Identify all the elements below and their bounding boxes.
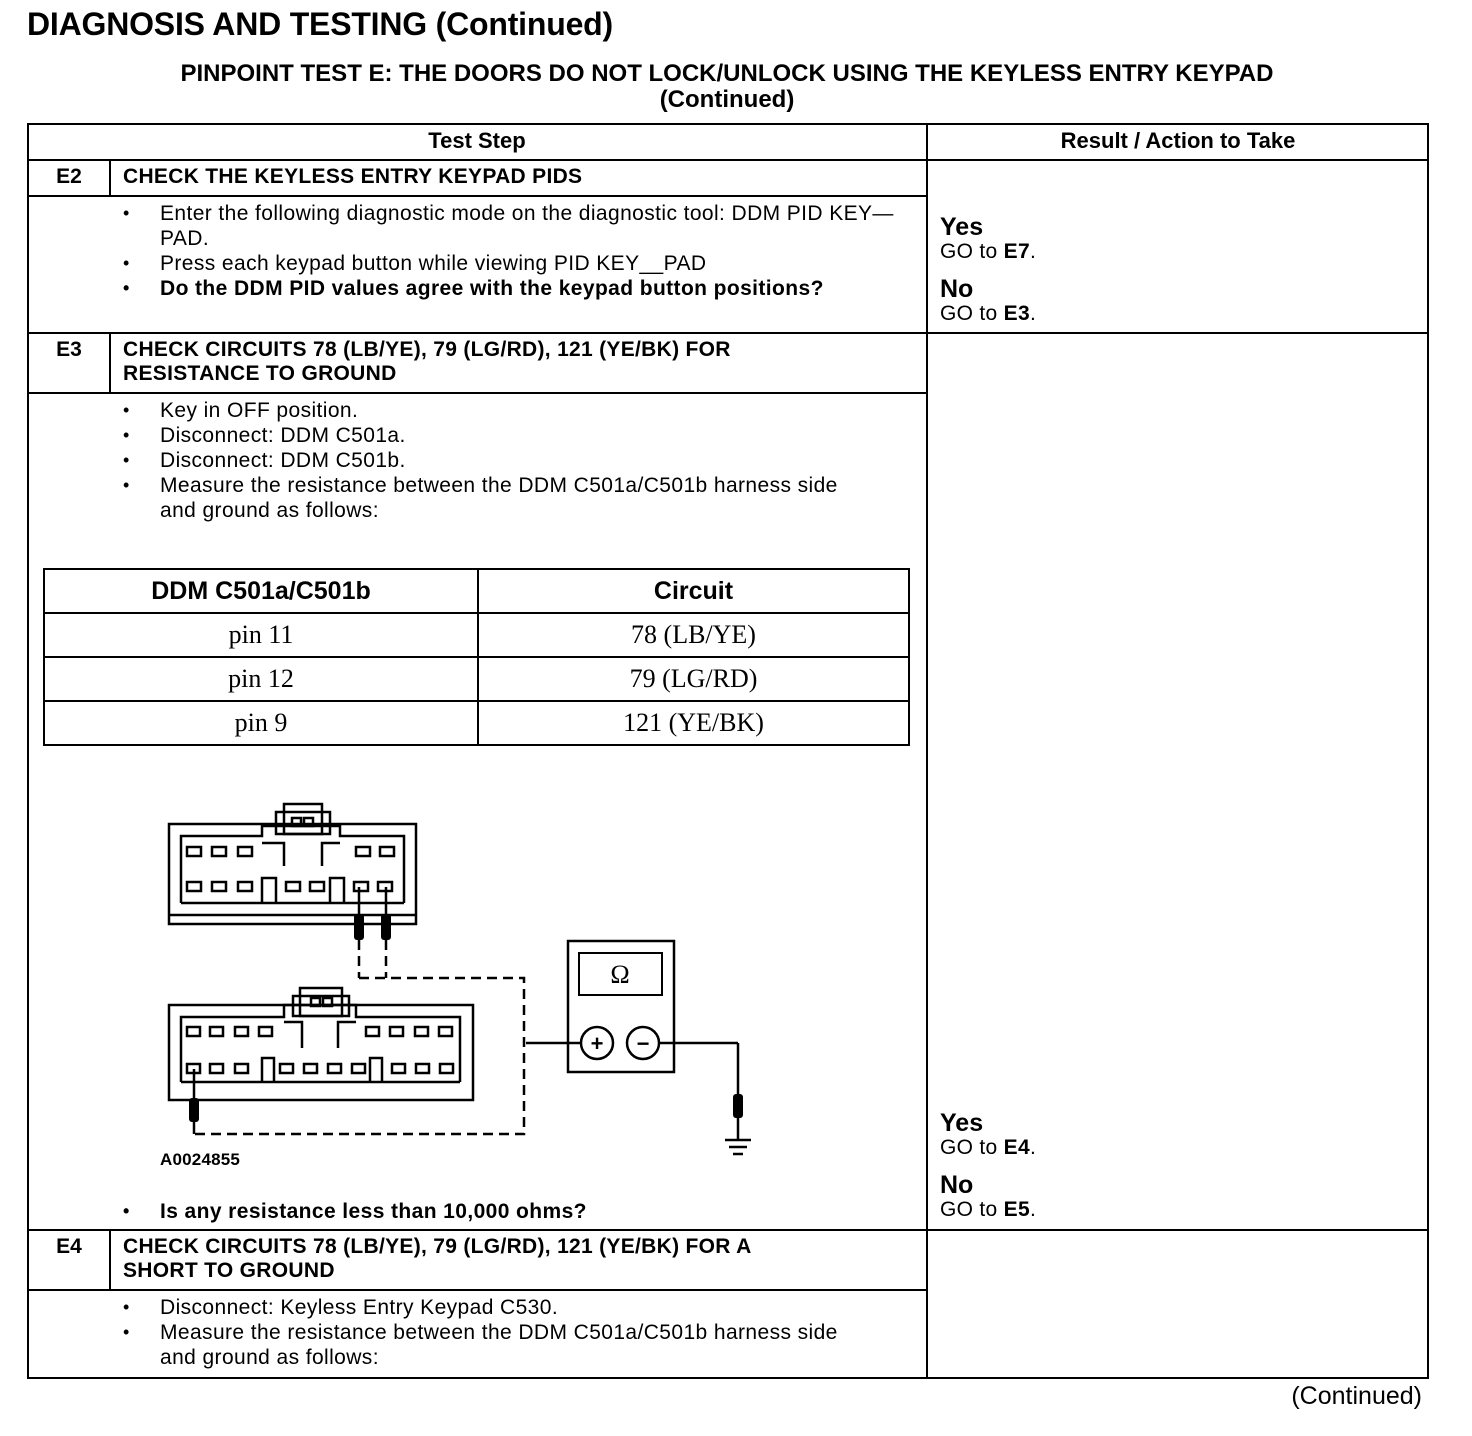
list-item: • Press each keypad button while viewing PID KEY__PAD bbox=[123, 251, 903, 276]
list-item: • Measure the resistance between the DDM C501a/C501b harness side and ground as follows: bbox=[123, 473, 843, 523]
table-cell-circuit: 121 (YE/BK) bbox=[478, 701, 909, 745]
column-header-test-step: Test Step bbox=[428, 128, 526, 153]
step-link-e7[interactable]: E7 bbox=[1003, 240, 1030, 263]
list-item: • Do the DDM PID values agree with the keypad button positions? bbox=[123, 276, 903, 301]
step-link-e4[interactable]: E4 bbox=[1003, 1136, 1030, 1159]
result-yes-action: GO to E7. bbox=[940, 240, 1037, 263]
step-link-e3[interactable]: E3 bbox=[1003, 302, 1030, 325]
connector-c501a-illustration bbox=[169, 804, 416, 924]
table-cell-circuit: 79 (LG/RD) bbox=[478, 657, 909, 701]
page-title: DIAGNOSIS AND TESTING (Continued) bbox=[27, 6, 613, 42]
result-no-action: GO to E3. bbox=[940, 302, 1037, 325]
list-item: • Enter the following diagnostic mode on the diagnostic tool: DDM PID KEY—PAD. bbox=[123, 201, 903, 251]
step-id-e3: E3 bbox=[56, 338, 82, 361]
pinpoint-test-title: PINPOINT TEST E: THE DOORS DO NOT LOCK/UNLOCK USING THE KEYLESS ENTRY KEYPAD bbox=[180, 60, 1274, 87]
connector-c501b-illustration bbox=[169, 988, 473, 1100]
table-cell-circuit: 78 (LB/YE) bbox=[478, 613, 909, 657]
meter-minus-terminal: − bbox=[636, 1031, 650, 1056]
result-yes-action: GO to E4. bbox=[940, 1136, 1037, 1159]
step-title-e3: CHECK CIRCUITS 78 (LB/YE), 79 (LG/RD), 121 (YE/BK) FOR RESISTANCE TO GROUND bbox=[123, 338, 731, 385]
ohm-symbol: Ω bbox=[610, 960, 630, 989]
result-no-label: No bbox=[940, 1171, 974, 1199]
result-no-label: No bbox=[940, 275, 974, 303]
table-cell-pin: pin 9 bbox=[44, 701, 478, 745]
ohmmeter-icon bbox=[568, 941, 674, 1072]
list-item: • Is any resistance less than 10,000 ohms? bbox=[123, 1199, 903, 1224]
result-yes-label: Yes bbox=[940, 1109, 984, 1137]
list-item: • Disconnect: Keyless Entry Keypad C530. bbox=[123, 1295, 843, 1320]
step-id-e4: E4 bbox=[56, 1235, 82, 1258]
list-item: • Key in OFF position. bbox=[123, 398, 843, 423]
step-e3-question bbox=[123, 1199, 903, 1224]
figure-id: A0024855 bbox=[160, 1150, 241, 1169]
step-id-e2: E2 bbox=[56, 165, 82, 188]
meter-plus-terminal: + bbox=[590, 1031, 604, 1056]
list-item: • Disconnect: DDM C501a. bbox=[123, 423, 843, 448]
result-e3 bbox=[940, 1110, 1036, 1222]
table-header-connector: DDM C501a/C501b bbox=[44, 569, 478, 613]
table-cell-pin: pin 12 bbox=[44, 657, 478, 701]
table-cell-pin: pin 11 bbox=[44, 613, 478, 657]
pinpoint-test-continued: (Continued) bbox=[659, 86, 795, 113]
ground-icon bbox=[725, 1140, 751, 1154]
step-title-e2: CHECK THE KEYLESS ENTRY KEYPAD PIDS bbox=[123, 165, 583, 188]
list-item: • Disconnect: DDM C501b. bbox=[123, 448, 843, 473]
column-header-result: Result / Action to Take bbox=[1060, 128, 1296, 153]
result-yes-label: Yes bbox=[940, 213, 984, 241]
step-link-e5[interactable]: E5 bbox=[1003, 1198, 1030, 1221]
table-header-circuit: Circuit bbox=[478, 569, 909, 613]
step-e4-bullets bbox=[123, 1295, 843, 1370]
continued-footer: (Continued) bbox=[1291, 1382, 1422, 1410]
result-e2 bbox=[940, 214, 1036, 326]
result-no-action: GO to E5. bbox=[940, 1198, 1037, 1221]
step-title-e4: CHECK CIRCUITS 78 (LB/YE), 79 (LG/RD), 121 (YE/BK) FOR A SHORT TO GROUND bbox=[123, 1235, 752, 1282]
list-item: • Measure the resistance between the DDM C501a/C501b harness side and ground as follows: bbox=[123, 1320, 843, 1370]
